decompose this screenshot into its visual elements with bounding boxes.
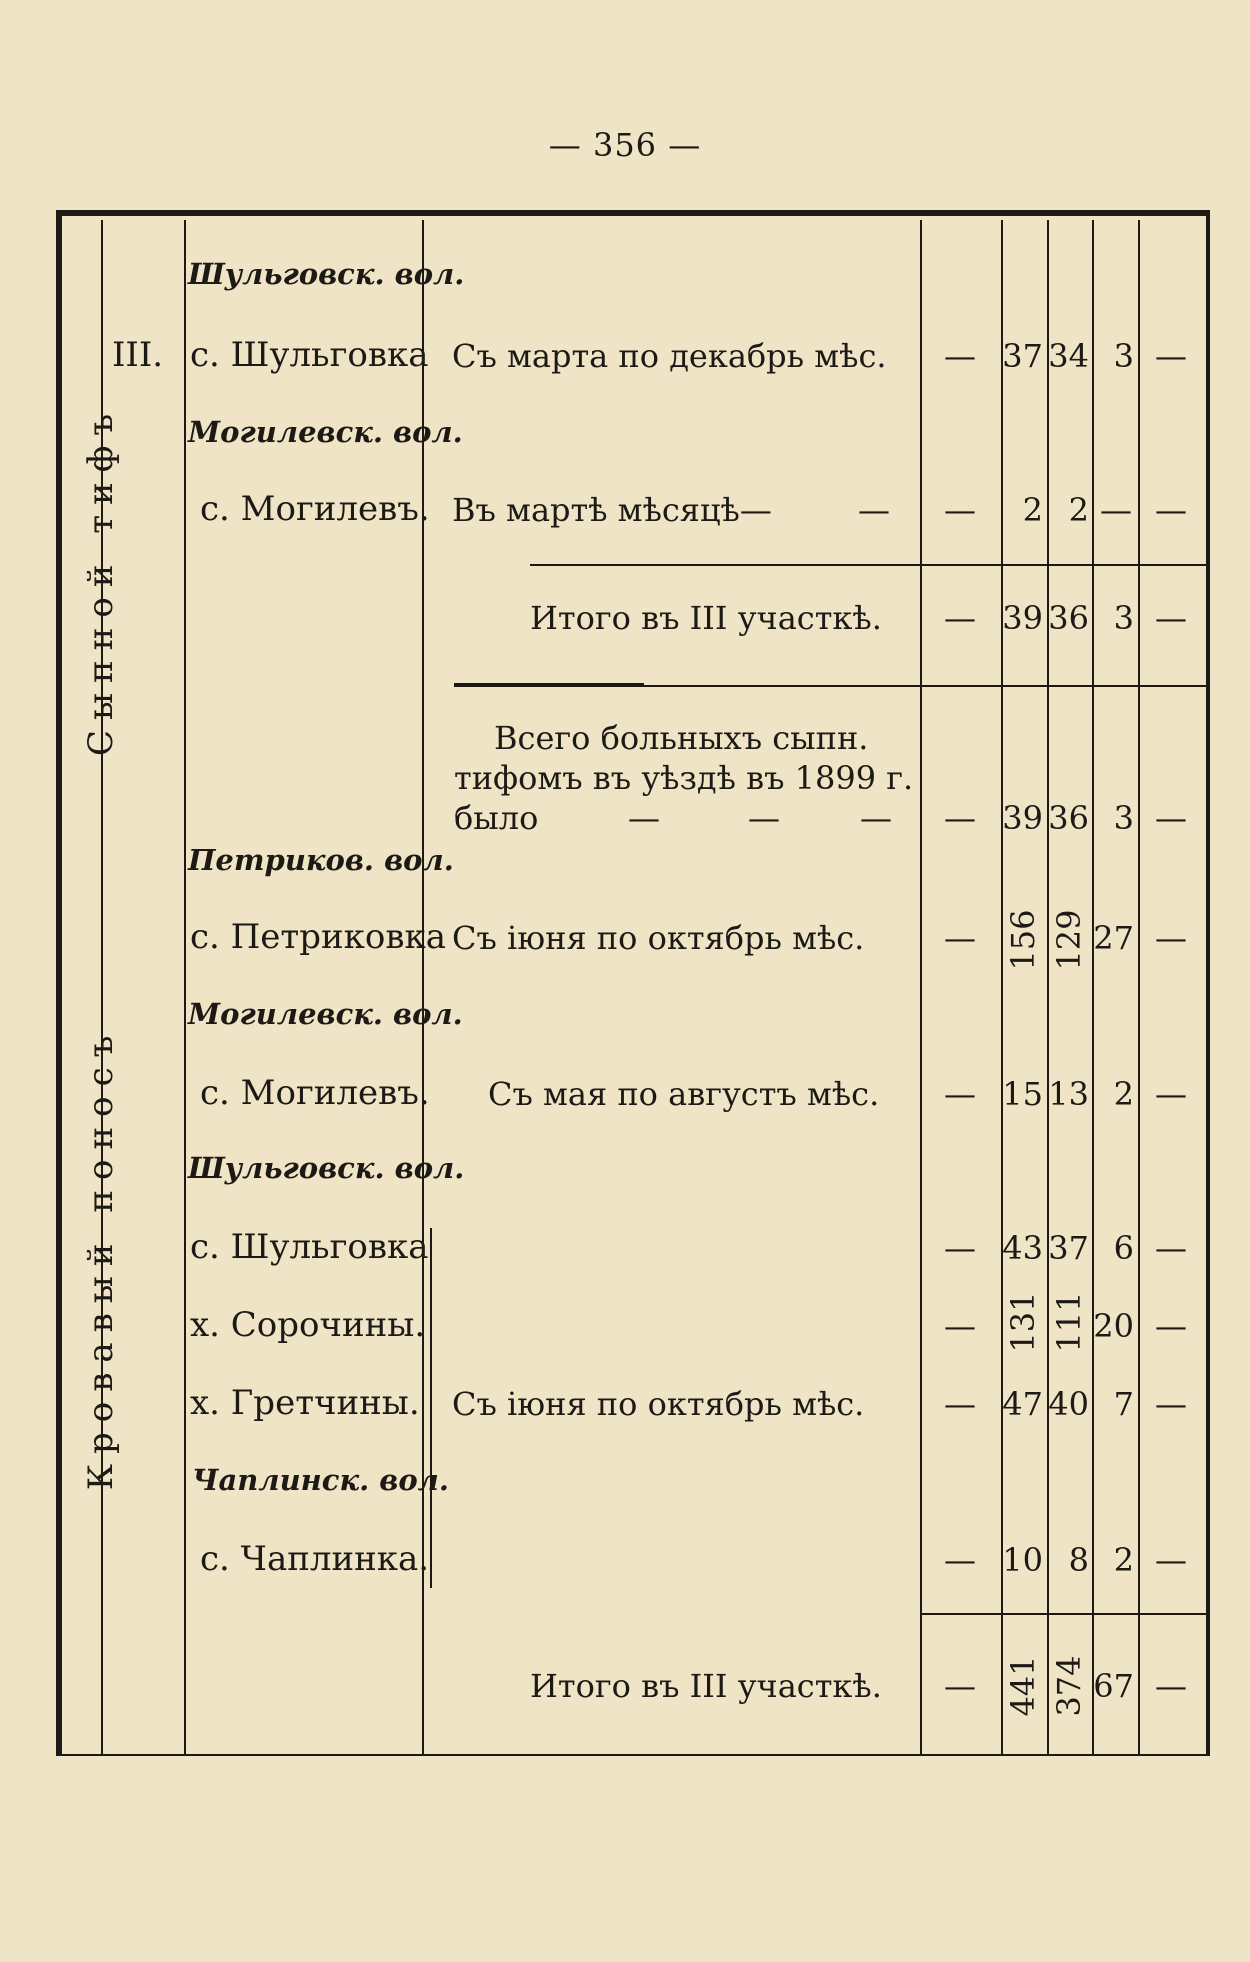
value-cell: 131 [1004,1291,1042,1353]
place-name: с. Могилевъ. [200,489,430,529]
value-cell: — [944,1667,976,1705]
value-cell: 2 [1068,491,1089,529]
value-cell: 156 [1004,909,1042,971]
period-text: Въ мартѣ мѣсяцѣ— [452,491,772,529]
value-cell: 39 [1002,599,1043,637]
place-name: с. Чаплинка. [200,1539,430,1579]
right-border [1206,210,1210,1756]
col-divider-2 [184,220,186,1756]
value-cell: 3 [1113,799,1134,837]
value-cell: 67 [1093,1667,1134,1705]
value-cell: 3 [1113,599,1134,637]
value-cell: 47 [1002,1385,1043,1423]
value-cell: — [860,799,892,837]
place-name: х. Гретчины. [190,1383,420,1423]
value-cell: — [944,491,976,529]
value-cell: 34 [1048,337,1089,375]
value-cell: — [944,1229,976,1267]
section-label-typhus: Сыпной тифъ [81,403,121,757]
total-rule-3 [920,1613,1210,1615]
value-cell: — [628,799,660,837]
value-cell: 10 [1002,1541,1043,1579]
value-cell: — [1155,1541,1187,1579]
total-rule-2b [644,685,1210,687]
value-cell: 2 [1113,1541,1134,1579]
period-text: Съ марта по декабрь мѣс. [452,337,887,375]
page-number: — 356 — [548,126,702,164]
value-cell: 8 [1068,1541,1089,1579]
district-number: III. [112,335,164,375]
value-cell: 20 [1093,1307,1134,1345]
value-cell: — [1155,1385,1187,1423]
value-cell: 111 [1050,1291,1088,1353]
value-cell: 3 [1113,337,1134,375]
value-cell: — [944,1307,976,1345]
value-cell: — [1155,337,1187,375]
value-cell: — [748,799,780,837]
value-cell: 27 [1093,919,1134,957]
value-cell: — [1155,491,1187,529]
value-cell: — [944,337,976,375]
value-cell: 6 [1113,1229,1134,1267]
value-cell: — [944,599,976,637]
value-cell: — [944,919,976,957]
statistics-table [56,210,1210,1768]
value-cell: — [1155,1307,1187,1345]
value-cell: 441 [1004,1655,1042,1717]
period-text: Съ іюня по октябрь мѣс. [452,919,865,957]
total-label: Итого въ III участкѣ. [530,1667,882,1705]
value-cell: 13 [1048,1075,1089,1113]
col-divider-8 [1138,220,1140,1756]
value-cell: — [1155,1075,1187,1113]
value-cell: 15 [1002,1075,1043,1113]
col-divider-4 [920,220,922,1756]
value-cell: 39 [1002,799,1043,837]
value-cell: — [1155,1229,1187,1267]
value-cell: — [944,799,976,837]
value-cell: 40 [1048,1385,1089,1423]
volost-label: Могилевск. вол. [188,415,463,449]
value-cell: 36 [1048,599,1089,637]
volost-label: Петриков. вол. [188,843,454,877]
top-rule [56,210,1210,216]
place-name: с. Шульговка [190,1227,429,1267]
brace [430,1228,432,1588]
value-cell: 129 [1050,909,1088,971]
value-cell: 43 [1002,1229,1043,1267]
col-divider-7 [1092,220,1094,1756]
value-cell: 7 [1113,1385,1134,1423]
period-text: Съ мая по августъ мѣс. [488,1075,880,1113]
period-text: Съ іюня по октябрь мѣс. [452,1385,865,1423]
value-cell: — [944,1075,976,1113]
value-cell: — [1155,599,1187,637]
col-divider-5 [1001,220,1003,1756]
place-name: х. Сорочины. [190,1305,426,1345]
value-cell: — [1100,491,1132,529]
grand-total-line-2: тифомъ въ уѣздѣ въ 1899 г. [454,759,914,797]
volost-label: Шульговск. вол. [188,1151,465,1185]
bottom-rule [56,1754,1210,1756]
value-cell: 37 [1002,337,1043,375]
value-cell: 2 [1022,491,1043,529]
place-name: с. Шульговка [190,335,429,375]
total-label: Итого въ III участкѣ. [530,599,882,637]
total-rule-2a [454,683,644,687]
volost-label: Могилевск. вол. [188,997,463,1031]
value-cell: 374 [1050,1655,1088,1717]
value-cell: — [1155,799,1187,837]
value-cell: 37 [1048,1229,1089,1267]
value-cell: — [944,1541,976,1579]
value-cell: — [944,1385,976,1423]
place-name: с. Могилевъ. [200,1073,430,1113]
col-divider-6 [1047,220,1049,1756]
grand-total-line-3: было [454,799,539,837]
value-cell: — [1155,1667,1187,1705]
col-divider-3 [422,220,424,1756]
volost-label: Шульговск. вол. [188,257,465,291]
section-label-dysentery: Кровавый поносъ [81,1025,121,1491]
left-border [56,210,62,1756]
total-rule-1 [530,564,1210,566]
value-cell: 2 [1113,1075,1134,1113]
value-cell: 36 [1048,799,1089,837]
value-cell: — [1155,919,1187,957]
value-cell: — [858,491,890,529]
volost-label: Чаплинск. вол. [192,1463,449,1497]
grand-total-line-1: Всего больныхъ сыпн. [494,719,869,757]
place-name: с. Петриковка [190,917,447,957]
